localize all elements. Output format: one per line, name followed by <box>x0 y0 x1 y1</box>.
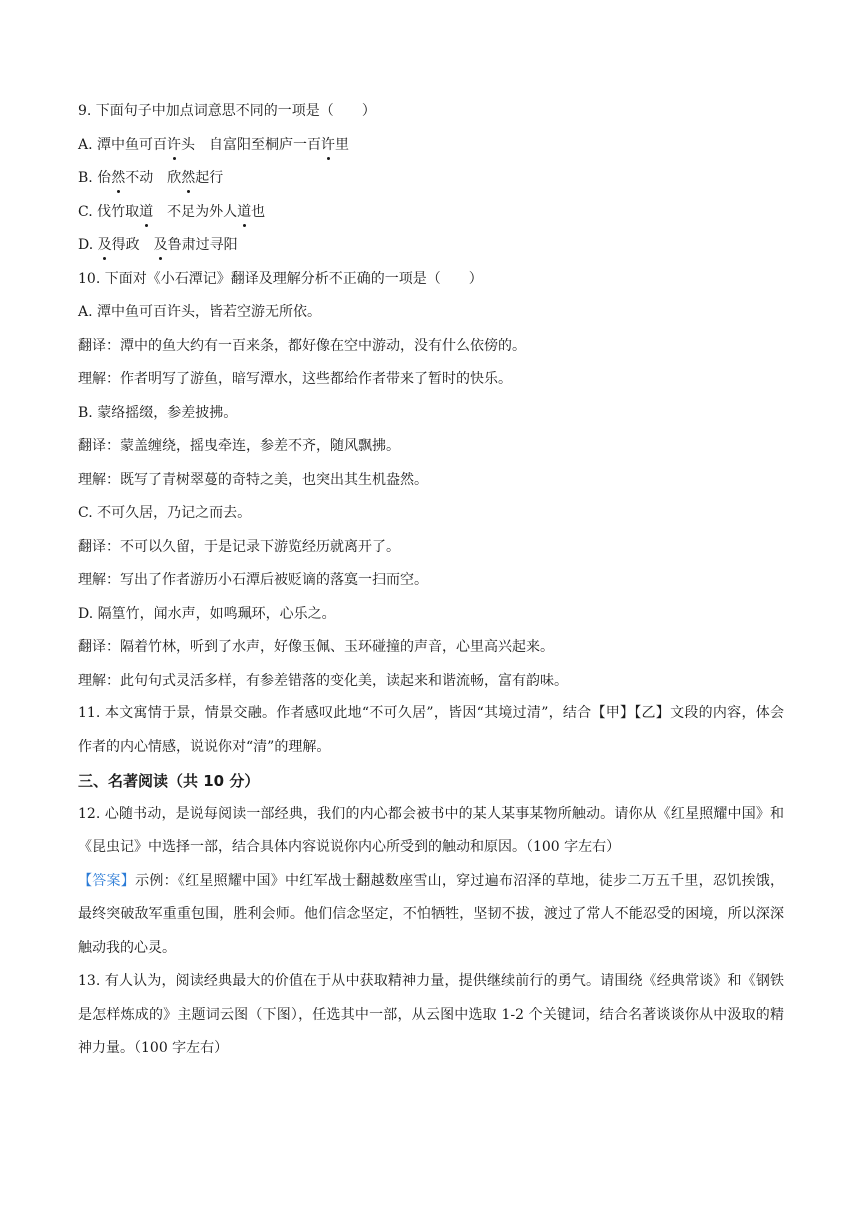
question-9-option-d: D. 及得政 及鲁肃过寻阳 <box>78 234 784 256</box>
question-9-option-b: B. 佁然不动 欣然起行 <box>78 167 784 189</box>
question-10-line: 理解：既写了青树翠蔓的奇特之美，也突出其生机盎然。 <box>78 471 428 488</box>
dotted-word: 道 <box>139 201 153 223</box>
section-heading: 三、名著阅读（共 10 分） <box>78 772 260 790</box>
question-10-line: 翻译：隔着竹林，听到了水声，好像玉佩、玉环碰撞的声音，心里高兴起来。 <box>78 639 554 655</box>
answer-label: 【答案】 <box>78 872 136 889</box>
dotted-word: 然 <box>181 167 195 189</box>
dotted-word: 许 <box>167 134 181 156</box>
question-10-line: 理解：写出了作者游历小石潭后被贬谪的落寞一扫而空。 <box>78 572 428 588</box>
answer-text: 示例：《红星照耀中国》中红军战士翻越数座雪山，穿过遍布沼泽的草地，徒步二万五千里，忍饥挨饿，最终突破敌军重重包围，胜利会师。他们信念坚定，不怕牺牲，坚韧不拔，渡过了常人不能忍受的困境，所以深深触动我的心灵。 <box>78 872 784 956</box>
question-10-line: A. 潭中鱼可百许头，皆若空游无所依。 <box>78 304 322 320</box>
question-9-option-c: C. 伐竹取道 不足为外人道也 <box>78 201 784 223</box>
dotted-word: 及 <box>154 234 168 256</box>
question-10-line: 翻译：不可以久留，于是记录下游览经历就离开了。 <box>78 538 400 555</box>
question-12: 12. 心随书动，是说每阅读一部经典，我们的内心都会被书中的某人某事某物所触动。请你从《红星照耀中国》和《昆虫记》中选择一部，结合具体内容说说你内心所受到的触动和原因。（100 字左右） <box>78 805 784 856</box>
question-9-option-a: A. 潭中鱼可百许头 自富阳至桐庐一百许里 <box>78 134 784 156</box>
dotted-word: 及 <box>98 234 112 256</box>
question-10-line: 理解：此句句式灵活多样，有参差错落的变化美，读起来和谐流畅，富有韵味。 <box>78 672 568 689</box>
question-11: 11. 本文寓情于景，情景交融。作者感叹此地“不可久居”，皆因“其境过清”，结合【甲】【乙】文段的内容，体会作者的内心情感，说说你对“清”的理解。 <box>78 705 784 755</box>
question-10-line: B. 蒙络摇缀，参差披拂。 <box>78 404 238 421</box>
question-9-stem: 9. 下面句子中加点词意思不同的一项是（ ） <box>78 103 376 119</box>
question-12-answer <box>78 865 784 966</box>
question-10-stem: 10. 下面对《小石潭记》翻译及理解分析不正确的一项是（ ） <box>78 270 483 287</box>
question-13: 13. 有人认为，阅读经典最大的价值在于从中获取精神力量，提供继续前行的勇气。请围绕《经典常谈》和《钢铁是怎样炼成的》主题词云图（下图），任选其中一部，从云图中选取 1-2 个关键词，结合名著谈谈你从中汲取的精神力量。（100 字左右） <box>78 973 784 1057</box>
dotted-word: 然 <box>111 167 125 189</box>
question-10-line: C. 不可久居，乃记之而去。 <box>78 505 252 521</box>
dotted-word: 道 <box>237 201 251 223</box>
dotted-word: 许 <box>321 134 335 156</box>
document-page <box>78 100 784 1072</box>
question-10-line: 理解：作者明写了游鱼，暗写潭水，这些都给作者带来了暂时的快乐。 <box>78 371 512 387</box>
question-10-line: 翻译：潭中的鱼大约有一百来条，都好像在空中游动，没有什么依傍的。 <box>78 337 526 354</box>
question-10-line: D. 隔篁竹，闻水声，如鸣珮环，心乐之。 <box>78 605 336 622</box>
question-10-line: 翻译：蒙盖缠绕，摇曳牵连，参差不齐，随风飘拂。 <box>78 438 400 454</box>
